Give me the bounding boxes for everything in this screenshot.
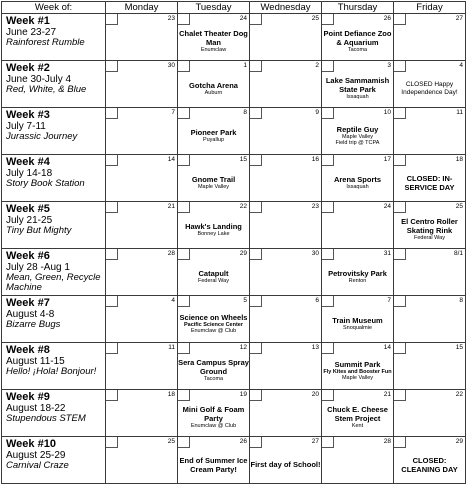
event bbox=[178, 258, 249, 295]
event bbox=[178, 305, 249, 342]
event-detail: Pacific Science Center bbox=[183, 321, 243, 328]
day-number: 2 bbox=[315, 62, 319, 69]
week-title: Week #9 bbox=[6, 391, 50, 403]
checkbox-corner bbox=[322, 202, 334, 213]
day-cell-thursday bbox=[322, 14, 394, 61]
checkbox-corner bbox=[250, 108, 262, 119]
week-row bbox=[2, 14, 466, 61]
day-cell-tuesday bbox=[178, 61, 250, 108]
checkbox-corner bbox=[250, 343, 262, 354]
event-title: Train Museum bbox=[332, 315, 383, 325]
day-number: 27 bbox=[311, 438, 319, 445]
day-number: 3 bbox=[387, 62, 391, 69]
summer-calendar bbox=[1, 1, 466, 484]
day-number: 22 bbox=[455, 391, 463, 398]
event bbox=[394, 446, 465, 483]
checkbox-corner bbox=[250, 390, 262, 401]
event bbox=[178, 70, 249, 107]
day-cell-friday bbox=[394, 155, 466, 202]
day-number: 12 bbox=[239, 344, 247, 351]
day-cell-monday bbox=[106, 343, 178, 390]
week-dates: July 7-11 bbox=[6, 121, 46, 132]
event-location: Tacoma bbox=[347, 47, 368, 54]
event bbox=[178, 399, 249, 436]
event bbox=[250, 446, 321, 483]
event-title: Science on Wheels bbox=[179, 312, 248, 322]
week-label-cell bbox=[2, 108, 106, 155]
day-number: 25 bbox=[311, 15, 319, 22]
week-title: Week #7 bbox=[6, 297, 50, 309]
event-title: Catapult bbox=[198, 268, 229, 278]
event bbox=[394, 164, 465, 201]
day-header-monday: Monday bbox=[106, 2, 178, 14]
day-number: 7 bbox=[387, 297, 391, 304]
day-cell-friday bbox=[394, 437, 466, 484]
day-cell-tuesday bbox=[178, 14, 250, 61]
day-cell-monday bbox=[106, 14, 178, 61]
day-number: 14 bbox=[383, 344, 391, 351]
day-number: 7 bbox=[171, 109, 175, 116]
checkbox-corner bbox=[250, 249, 262, 260]
day-number: 25 bbox=[167, 438, 175, 445]
day-number: 28 bbox=[383, 438, 391, 445]
day-number: 17 bbox=[383, 156, 391, 163]
day-number: 4 bbox=[171, 297, 175, 304]
week-dates: June 30-July 4 bbox=[6, 74, 72, 85]
week-dates: June 23-27 bbox=[6, 27, 57, 38]
event bbox=[178, 164, 249, 201]
checkbox-corner bbox=[394, 343, 406, 354]
day-cell-tuesday bbox=[178, 390, 250, 437]
day-number: 28 bbox=[167, 250, 175, 257]
checkbox-corner bbox=[106, 202, 118, 213]
event-location: Maple Valley bbox=[341, 375, 374, 381]
day-cell-tuesday bbox=[178, 155, 250, 202]
week-row bbox=[2, 296, 466, 343]
event bbox=[322, 399, 393, 436]
event-title: Lake Sammamish State Park bbox=[325, 76, 390, 95]
event-title: Petrovitsky Park bbox=[328, 268, 387, 278]
day-cell-thursday bbox=[322, 296, 394, 343]
day-number: 9 bbox=[315, 109, 319, 116]
week-row bbox=[2, 437, 466, 484]
event-title: Mini Golf & Foam Party bbox=[182, 405, 245, 424]
day-header-thursday: Thursday bbox=[322, 2, 394, 14]
day-cell-friday bbox=[394, 296, 466, 343]
day-cell-monday bbox=[106, 61, 178, 108]
event-title: Point Defiance Zoo & Aquarium bbox=[323, 29, 392, 48]
day-cell-thursday bbox=[322, 108, 394, 155]
event-location: Enumclaw bbox=[200, 47, 227, 54]
day-header-wednesday: Wednesday bbox=[250, 2, 322, 14]
day-header-tuesday: Tuesday bbox=[178, 2, 250, 14]
day-number: 18 bbox=[455, 156, 463, 163]
checkbox-corner bbox=[394, 249, 406, 260]
day-cell-tuesday bbox=[178, 108, 250, 155]
checkbox-corner bbox=[250, 155, 262, 166]
event-title: Summit Park bbox=[334, 359, 381, 369]
checkbox-corner bbox=[106, 390, 118, 401]
day-number: 16 bbox=[311, 156, 319, 163]
day-cell-monday bbox=[106, 155, 178, 202]
week-row bbox=[2, 343, 466, 390]
week-row bbox=[2, 202, 466, 249]
checkbox-corner bbox=[106, 14, 118, 25]
week-dates: July 28 -Aug 1 bbox=[6, 262, 70, 273]
event bbox=[178, 211, 249, 248]
week-dates: August 4-8 bbox=[6, 309, 55, 320]
event-location: Bonney Lake bbox=[197, 230, 230, 237]
week-row bbox=[2, 61, 466, 108]
week-title: Week #10 bbox=[6, 438, 56, 450]
day-cell-friday bbox=[394, 390, 466, 437]
day-cell-monday bbox=[106, 296, 178, 343]
week-theme: Stupendous STEM bbox=[6, 413, 86, 424]
day-number: 8 bbox=[459, 297, 463, 304]
event-location: Kent bbox=[351, 423, 364, 430]
event-detail-extra: Field trip @ TCPA bbox=[335, 140, 380, 146]
day-number: 30 bbox=[167, 62, 175, 69]
event bbox=[178, 117, 249, 154]
week-label-cell bbox=[2, 390, 106, 437]
week-theme: Story Book Station bbox=[6, 178, 85, 189]
event-location: Enumclaw @ Club bbox=[190, 328, 237, 334]
day-cell-thursday bbox=[322, 390, 394, 437]
day-number: 21 bbox=[383, 391, 391, 398]
checkbox-corner bbox=[394, 108, 406, 119]
event-title: El Centro Roller Skating Rink bbox=[401, 217, 458, 236]
day-number: 22 bbox=[239, 203, 247, 210]
event bbox=[322, 117, 393, 154]
event-location: Auburn bbox=[204, 89, 223, 96]
event-title: Chalet Theater Dog Man bbox=[179, 29, 248, 48]
day-number: 20 bbox=[311, 391, 319, 398]
day-cell-wednesday bbox=[250, 155, 322, 202]
event-location: Puyallup bbox=[202, 136, 225, 143]
day-number: 23 bbox=[167, 15, 175, 22]
week-label-cell bbox=[2, 343, 106, 390]
week-title: Week #2 bbox=[6, 62, 50, 74]
event-location: Enumclaw @ Club bbox=[190, 423, 237, 430]
day-cell-wednesday bbox=[250, 202, 322, 249]
event bbox=[322, 352, 393, 389]
day-cell-tuesday bbox=[178, 437, 250, 484]
day-cell-monday bbox=[106, 390, 178, 437]
day-cell-wednesday bbox=[250, 390, 322, 437]
day-cell-monday bbox=[106, 202, 178, 249]
day-cell-friday bbox=[394, 343, 466, 390]
day-cell-wednesday bbox=[250, 343, 322, 390]
day-cell-thursday bbox=[322, 249, 394, 296]
event-location: Issaquah bbox=[346, 94, 369, 101]
day-number: 25 bbox=[455, 203, 463, 210]
week-dates: July 14-18 bbox=[6, 168, 53, 179]
day-number: 10 bbox=[383, 109, 391, 116]
checkbox-corner bbox=[106, 296, 118, 307]
event bbox=[178, 352, 249, 389]
week-dates: August 18-22 bbox=[6, 403, 66, 414]
checkbox-corner bbox=[106, 249, 118, 260]
day-header-friday: Friday bbox=[394, 2, 466, 14]
day-number: 8 bbox=[243, 109, 247, 116]
week-label-cell bbox=[2, 14, 106, 61]
checkbox-corner bbox=[106, 155, 118, 166]
day-number: 6 bbox=[315, 297, 319, 304]
day-cell-thursday bbox=[322, 155, 394, 202]
event bbox=[322, 305, 393, 342]
day-number: 24 bbox=[383, 203, 391, 210]
event bbox=[178, 446, 249, 483]
day-cell-thursday bbox=[322, 61, 394, 108]
day-number: 11 bbox=[168, 344, 175, 351]
event-location: Federal Way bbox=[198, 277, 229, 284]
week-of-header: Week of: bbox=[2, 2, 106, 14]
event-location: Snoqualmie bbox=[342, 324, 373, 331]
week-row bbox=[2, 155, 466, 202]
event-title: Sera Campus Spray Ground bbox=[178, 358, 249, 377]
day-number: 27 bbox=[455, 15, 463, 22]
checkbox-corner bbox=[250, 61, 262, 72]
day-number: 19 bbox=[239, 391, 247, 398]
day-number: 29 bbox=[455, 438, 463, 445]
day-number: 15 bbox=[239, 156, 247, 163]
event-detail: Fly Kites and Booster Fun bbox=[323, 368, 392, 375]
day-number: 29 bbox=[239, 250, 247, 257]
checkbox-corner bbox=[106, 343, 118, 354]
week-label-cell bbox=[2, 296, 106, 343]
week-theme: Red, White, & Blue bbox=[6, 84, 87, 95]
week-title: Week #1 bbox=[6, 15, 50, 27]
checkbox-corner bbox=[106, 437, 118, 448]
day-cell-thursday bbox=[322, 343, 394, 390]
week-dates: July 21-25 bbox=[6, 215, 53, 226]
day-cell-wednesday bbox=[250, 249, 322, 296]
week-theme: Hello! ¡Hola! Bonjour! bbox=[6, 366, 97, 377]
event-title: CLOSED: IN-SERVICE DAY bbox=[404, 173, 455, 192]
checkbox-corner bbox=[394, 14, 406, 25]
day-cell-thursday bbox=[322, 202, 394, 249]
day-cell-friday bbox=[394, 108, 466, 155]
event bbox=[322, 23, 393, 60]
day-number: 26 bbox=[239, 438, 247, 445]
day-cell-wednesday bbox=[250, 61, 322, 108]
event bbox=[394, 70, 465, 107]
week-label-cell bbox=[2, 202, 106, 249]
checkbox-corner bbox=[250, 296, 262, 307]
week-title: Week #5 bbox=[6, 203, 50, 215]
checkbox-corner bbox=[106, 61, 118, 72]
event-location: Maple Valley bbox=[341, 133, 374, 140]
checkbox-corner bbox=[250, 202, 262, 213]
day-cell-monday bbox=[106, 249, 178, 296]
event-title: Chuck E. Cheese Stem Project bbox=[327, 405, 388, 424]
event-location: Tacoma bbox=[203, 376, 224, 383]
week-row bbox=[2, 390, 466, 437]
week-title: Week #3 bbox=[6, 109, 50, 121]
day-cell-wednesday bbox=[250, 14, 322, 61]
week-title: Week #8 bbox=[6, 344, 50, 356]
day-number: 15 bbox=[455, 344, 463, 351]
week-theme: Bizarre Bugs bbox=[6, 319, 61, 330]
day-number: 11 bbox=[456, 109, 463, 116]
week-label-cell bbox=[2, 437, 106, 484]
week-theme: Jurassic Journey bbox=[6, 131, 78, 142]
week-row bbox=[2, 108, 466, 155]
week-theme: Tiny But Mighty bbox=[6, 225, 72, 236]
day-number: 1 bbox=[243, 62, 247, 69]
week-theme: Rainforest Rumble bbox=[6, 37, 85, 48]
event bbox=[394, 211, 465, 248]
day-cell-friday bbox=[394, 202, 466, 249]
day-number: 21 bbox=[167, 203, 175, 210]
event-title: Gotcha Arena bbox=[189, 80, 238, 90]
day-number: 26 bbox=[383, 15, 391, 22]
day-cell-wednesday bbox=[250, 437, 322, 484]
day-number: 14 bbox=[167, 156, 175, 163]
checkbox-corner bbox=[322, 437, 334, 448]
day-cell-friday bbox=[394, 249, 466, 296]
event-location: Renton bbox=[348, 277, 367, 284]
day-number: 31 bbox=[383, 250, 391, 257]
event-title: CLOSED: CLEANING DAY bbox=[401, 455, 458, 474]
week-title: Week #4 bbox=[6, 156, 50, 168]
checkbox-corner bbox=[250, 14, 262, 25]
week-title: Week #6 bbox=[6, 250, 50, 262]
day-number: 13 bbox=[311, 344, 319, 351]
checkbox-corner bbox=[106, 108, 118, 119]
day-cell-wednesday bbox=[250, 108, 322, 155]
week-row bbox=[2, 249, 466, 296]
day-number: 18 bbox=[167, 391, 175, 398]
week-dates: August 25-29 bbox=[6, 450, 66, 461]
day-cell-thursday bbox=[322, 437, 394, 484]
day-cell-wednesday bbox=[250, 296, 322, 343]
event-location: Issaquah bbox=[346, 183, 369, 190]
event-title: Reptile Guy bbox=[336, 124, 379, 134]
event-location: Federal Way bbox=[414, 235, 445, 242]
header-row bbox=[2, 2, 466, 14]
day-number: 30 bbox=[311, 250, 319, 257]
event-title: Hawk's Landing bbox=[185, 221, 242, 231]
event bbox=[178, 23, 249, 60]
day-cell-friday bbox=[394, 61, 466, 108]
day-cell-monday bbox=[106, 437, 178, 484]
week-label-cell bbox=[2, 61, 106, 108]
day-number: 8/1 bbox=[453, 250, 463, 257]
day-number: 24 bbox=[239, 15, 247, 22]
day-number: 5 bbox=[243, 297, 247, 304]
week-theme: Carnival Craze bbox=[6, 460, 69, 471]
day-cell-tuesday bbox=[178, 202, 250, 249]
event-title: End of Summer Ice Cream Party! bbox=[179, 455, 248, 474]
week-label-cell bbox=[2, 249, 106, 296]
day-cell-tuesday bbox=[178, 343, 250, 390]
event bbox=[322, 258, 393, 295]
event-title: Pioneer Park bbox=[190, 127, 237, 137]
week-theme: Mean, Green, Recycle Machine bbox=[6, 272, 101, 293]
day-cell-tuesday bbox=[178, 296, 250, 343]
checkbox-corner bbox=[394, 296, 406, 307]
event bbox=[322, 70, 393, 107]
day-number: 4 bbox=[459, 62, 463, 69]
event-title: Arena Sports bbox=[333, 174, 382, 184]
event-title: Gnome Trail bbox=[191, 174, 236, 184]
week-label-cell bbox=[2, 155, 106, 202]
week-dates: August 11-15 bbox=[6, 356, 65, 367]
day-cell-monday bbox=[106, 108, 178, 155]
day-cell-tuesday bbox=[178, 249, 250, 296]
event bbox=[322, 164, 393, 201]
event-title: First day of School! bbox=[250, 460, 321, 469]
day-cell-friday bbox=[394, 14, 466, 61]
event-note: CLOSED Happy Independence Day! bbox=[401, 81, 458, 96]
day-number: 23 bbox=[311, 203, 319, 210]
checkbox-corner bbox=[394, 390, 406, 401]
event-location: Maple Valley bbox=[197, 183, 230, 190]
